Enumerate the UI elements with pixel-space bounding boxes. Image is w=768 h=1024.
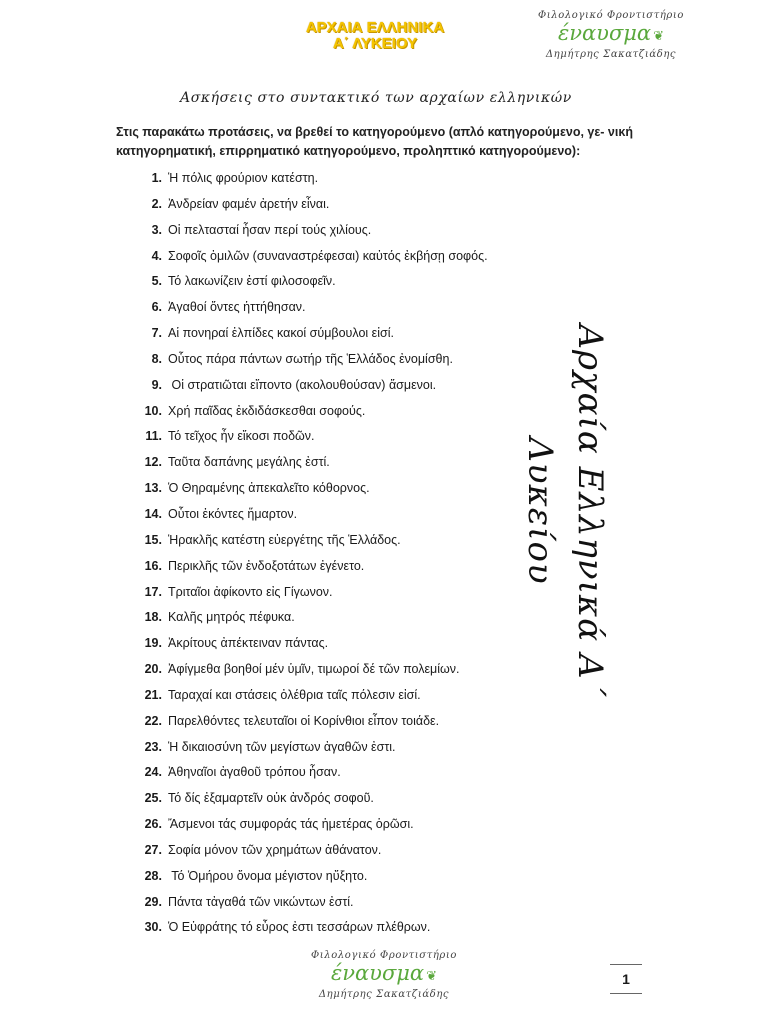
exercise-number: 13. xyxy=(144,481,162,496)
exercise-text: Ἡρακλῆς κατέστη εὐεργέτης τῆς Ἑλλάδος. xyxy=(168,532,401,547)
exercise-number: 9. xyxy=(151,377,162,392)
exercise-number: 16. xyxy=(144,558,162,573)
exercise-number: 22. xyxy=(144,713,162,728)
exercise-text: Καλῆς μητρός πέφυκα. xyxy=(168,610,295,625)
exercise-text: Ἡ δικαιοσύνη τῶν μεγίστων ἀγαθῶν ἐστι. xyxy=(168,739,396,754)
page-subtitle: Ασκήσεις στο συντακτικό των αρχαίων ελληνικών xyxy=(180,90,572,106)
exercise-text: Οὗτος πάρα πάντων σωτήρ τῆς Ἑλλάδος ἐνομίσθη. xyxy=(168,351,453,366)
exercise-number: 20. xyxy=(144,662,162,677)
flame-icon: ❦ xyxy=(653,29,665,44)
exercise-number: 11. xyxy=(145,429,162,444)
exercise-text: Τό λακωνίζειν ἐστί φιλοσοφεῖν. xyxy=(168,274,336,289)
side-title: Αρχαία Ελληνικά Α΄ Λυκείου xyxy=(520,324,610,698)
exercise-number: 12. xyxy=(144,455,162,470)
exercise-item xyxy=(116,196,656,222)
exercise-number: 14. xyxy=(144,506,162,521)
exercise-item xyxy=(116,842,656,868)
exercise-number: 7. xyxy=(151,326,162,341)
exercise-number: 21. xyxy=(144,687,162,702)
exercise-item xyxy=(116,919,656,945)
exercise-item xyxy=(116,816,656,842)
exercise-item xyxy=(116,764,656,790)
exercise-text: Ἀφίγμεθα βοηθοί μέν ὑμῖν, τιμωροί δέ τῶν πολεμίων. xyxy=(168,662,460,677)
exercise-text: Τό Ὁμήρου ὄνομα μέγιστον ηὔξητο. xyxy=(168,868,368,883)
exercise-text: Ἀγαθοί ὄντες ἡττήθησαν. xyxy=(168,300,306,315)
exercise-text: Ὁ Εὐφράτης τό εὖρος ἐστι τεσσάρων πλέθρων. xyxy=(168,920,431,935)
exercise-number: 27. xyxy=(144,842,162,857)
instructions: Στις παρακάτω προτάσεις, να βρεθεί το κατηγορούμενο (απλό κατηγορούμενο, γε- νική κατηγορηματική, επιρρηματικό κατηγορούμενο, προληπτικό κατηγορούμενο): xyxy=(116,125,633,158)
exercise-number: 25. xyxy=(144,791,162,806)
exercise-number: 15. xyxy=(144,532,162,547)
exercise-number: 3. xyxy=(151,222,162,237)
footer-logo-brand-text: έναυσμα xyxy=(330,961,425,985)
exercise-text: Ἀθηναῖοι ἀγαθοῦ τρόπου ἦσαν. xyxy=(168,765,341,780)
logo-tagline: Φιλολογικό Φροντιστήριο xyxy=(537,10,685,21)
exercise-text: Περικλῆς τῶν ἐνδοξοτάτων ἐγένετο. xyxy=(168,558,365,573)
exercise-number: 30. xyxy=(144,920,162,935)
exercise-item xyxy=(116,739,656,765)
exercise-number: 18. xyxy=(144,610,162,625)
flame-icon: ❦ xyxy=(426,969,438,984)
exercise-item xyxy=(116,170,656,196)
exercise-text: Παρελθόντες τελευταῖοι οἱ Κορίνθιοι εἶπον τοιάδε. xyxy=(168,713,440,728)
logo-brand-text: έναυσμα xyxy=(557,21,652,45)
exercise-text: Ἀνδρείαν φαμέν ἀρετήν εἶναι. xyxy=(168,196,330,211)
header-logo xyxy=(536,10,686,60)
exercise-text: Σοφία μόνον τῶν χρημάτων ἀθάνατον. xyxy=(168,842,382,857)
course-title-line2: Α΄ ΛΥΚΕΙΟΥ xyxy=(332,35,418,52)
exercise-text: Τό δίς ἐξαμαρτεῖν οὐκ ἀνδρός σοφοῦ. xyxy=(168,791,374,806)
exercise-text: Τριταῖοι ἀφίκοντο εἰς Γίγωνον. xyxy=(168,584,333,599)
exercise-number: 8. xyxy=(151,351,162,366)
exercise-number: 29. xyxy=(144,894,162,909)
exercise-item xyxy=(116,790,656,816)
exercise-item xyxy=(116,222,656,248)
footer-logo xyxy=(304,950,464,1000)
exercise-number: 5. xyxy=(151,274,162,289)
exercise-item xyxy=(116,868,656,894)
exercise-text: Ταῦτα δαπάνης μεγάλης ἐστί. xyxy=(168,455,330,470)
exercise-text: Σοφοῖς ὁμιλῶν (συναναστρέφεσαι) καὐτός ἐκβήσῃ σοφός. xyxy=(168,248,488,263)
exercise-number: 26. xyxy=(144,817,162,832)
logo-brand xyxy=(536,21,686,49)
exercise-text: Πάντα τἀγαθά τῶν νικώντων ἐστί. xyxy=(168,894,354,909)
exercise-number: 10. xyxy=(144,403,162,418)
exercise-number: 24. xyxy=(144,765,162,780)
exercise-text: Τό τεῖχος ἦν εἴκοσι ποδῶν. xyxy=(168,429,315,444)
exercise-text: Οἱ στρατιῶται εἵποντο (ακολουθούσαν) ἄσμενοι. xyxy=(168,377,437,392)
exercise-text: Ὁ Θηραμένης ἀπεκαλεῖτο κόθορνος. xyxy=(168,481,370,496)
exercise-text: Αἱ πονηραί ἐλπίδες κακοί σύμβουλοι εἰσί. xyxy=(168,326,394,341)
exercise-text: Ἀκρίτους ἀπέκτειναν πάντας. xyxy=(168,636,329,651)
footer-logo-tagline: Φιλολογικό Φροντιστήριο xyxy=(310,950,458,961)
course-title xyxy=(300,20,450,52)
exercise-number: 4. xyxy=(151,248,162,263)
exercise-number: 23. xyxy=(144,739,162,754)
exercise-text: Ἡ πόλις φρούριον κατέστη. xyxy=(168,171,319,185)
exercise-number: 2. xyxy=(151,196,162,211)
footer-logo-author: Δημήτρης Σακατζιάδης xyxy=(318,989,450,1000)
page-number: 1 xyxy=(610,964,642,994)
footer-logo-brand xyxy=(304,961,464,989)
exercise-text: Οἱ πελτασταί ἦσαν περί τούς χιλίους. xyxy=(168,222,372,237)
exercise-number: 17. xyxy=(144,584,162,599)
exercise-item xyxy=(116,248,656,274)
exercise-item xyxy=(116,894,656,920)
exercise-number: 1. xyxy=(151,171,162,185)
exercise-text: Ταραχαί και στάσεις ὀλέθρια ταῖς πόλεσιν εἰσί. xyxy=(168,687,421,702)
exercise-number: 19. xyxy=(144,636,162,651)
exercise-text: Οὗτοι ἑκόντες ἥμαρτον. xyxy=(168,506,298,521)
exercise-text: Ἄσμενοι τάς συμφοράς τάς ἡμετέρας ὁρῶσι. xyxy=(168,817,414,832)
exercise-text: Χρή παῖδας ἐκδιδάσκεσθαι σοφούς. xyxy=(168,403,366,418)
course-title-line1: ΑΡΧΑΙΑ ΕΛΛΗΝΙΚΑ xyxy=(305,19,445,36)
exercise-number: 28. xyxy=(144,868,162,883)
logo-author: Δημήτρης Σακατζιάδης xyxy=(545,49,677,60)
exercise-number: 6. xyxy=(151,300,162,315)
